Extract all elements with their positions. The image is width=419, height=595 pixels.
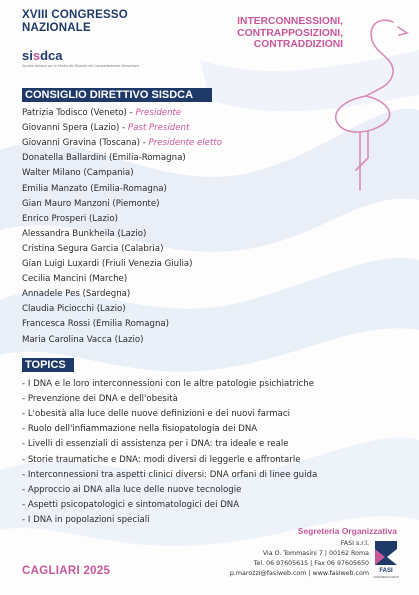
sisdca-logo: [22, 48, 162, 68]
topic-item: - Interconnessioni tra aspetti clinici diversi: DNA orfani di linee guida: [22, 469, 318, 480]
board-member: [22, 244, 163, 254]
congress-theme: INTERCONNESSIONI, CONTRAPPOSIZIONI, CONTRADDIZIONI: [237, 16, 343, 50]
topic-item: - Approccio ai DNA alla luce delle nuove tecnologie: [22, 484, 242, 495]
topic-item: - I DNA in popolazioni speciali: [22, 514, 150, 525]
secretariat-contact: p.marozzi@fasiweb.com | www.fasiweb.com: [229, 570, 369, 577]
board-member-name: Enrico Prosperi (Lazio): [22, 213, 118, 224]
svg-text:CONGRESSI EVENTI: CONGRESSI EVENTI: [373, 576, 399, 579]
board-member-name: Gian Luigi Luxardi (Friuli Venezia Giulia): [22, 259, 193, 269]
board-member-role: Presidente eletto: [148, 138, 222, 149]
board-member-name: Claudia Piciocchi (Lazio): [22, 304, 126, 315]
secretariat-title: Segreteria Organizzativa: [297, 526, 397, 536]
board-member: [22, 168, 134, 178]
board-member-name: Cristina Segura Garcia (Calabria): [22, 243, 164, 254]
board-member-name: Francesca Rossi (Emilia Romagna): [22, 319, 170, 330]
board-member: [22, 289, 130, 299]
board-member: [22, 199, 160, 209]
board-member: [22, 304, 126, 314]
board-member: [22, 319, 169, 329]
board-member: [22, 259, 193, 269]
board-member-name: Cecilia Mancini (Marche): [22, 274, 128, 285]
board-member: [22, 184, 167, 194]
board-member-name: Giovanni Spera (Lazio) -: [22, 123, 128, 134]
topic-item: - I DNA e le loro interconnessioni con le altre patologie psichiatriche: [22, 379, 315, 389]
board-member-role: Presidente: [135, 108, 182, 118]
board-member-name: Gian Mauro Manzoni (Piemonte): [22, 198, 160, 209]
board-member-name: Walter Milano (Campania): [22, 168, 134, 179]
topic-item: - Aspetti psicopatologici e sintomatologici dei DNA: [22, 499, 240, 510]
board-member-name: Donatella Ballardini (Emilia-Romagna): [22, 153, 186, 164]
fasi-logo: [373, 537, 399, 581]
board-member: [22, 123, 189, 133]
logo-caption: Società Italiana per lo Studio dei Disturbi del Comportamento Alimentare: [22, 64, 139, 68]
board-member: [22, 335, 144, 345]
board-member: [22, 214, 118, 224]
board-member-name: Maria Carolina Vacca (Lazio): [22, 334, 144, 345]
board-member-name: Emilia Manzato (Emilia-Romagna): [22, 183, 167, 194]
topic-item: - Storie traumatiche e DNA: modi diversi di leggerle e affrontarle: [22, 454, 301, 465]
congress-title: XVIII CONGRESSO NAZIONALE: [22, 9, 128, 34]
secretariat-address: Via O. Tommasini 7 | 00162 Roma: [262, 550, 369, 557]
board-section-title: CONSIGLIO DIRETTIVO SISDCA: [22, 88, 212, 102]
board-member: [22, 274, 127, 284]
board-member: [22, 153, 186, 163]
topic-item: - Ruolo dell'infiammazione nella fisiopatologia dei DNA: [22, 424, 258, 435]
board-member-name: Giovanni Gravina (Toscana) -: [22, 138, 149, 149]
board-member-name: Alessandra Bunkheila (Lazio): [22, 228, 147, 239]
board-member-name: Patrizia Todisco (Veneto) -: [22, 108, 136, 118]
svg-text:FASI: FASI: [379, 568, 393, 574]
board-member: [22, 138, 222, 148]
board-member: [22, 108, 181, 118]
secretariat-phone: Tel. 06 97605615 | Fax 06 97605650: [253, 560, 369, 567]
topic-item: - Livelli di essenziali di assistenza per i DNA: tra ideale e reale: [22, 439, 289, 450]
secretariat-company: FASI s.r.l.: [340, 540, 369, 547]
topics-section-title: TOPICS: [22, 358, 74, 372]
topic-item: - L'obesità alla luce delle nuove definizioni e dei nuovi farmaci: [22, 409, 290, 420]
logo-wordmark: sisdca: [22, 48, 63, 63]
board-member-role: Past President: [127, 123, 190, 134]
board-member-name: Annadele Pes (Sardegna): [22, 289, 131, 300]
topic-item: - Prevenzione dei DNA e dell'obesità: [22, 394, 178, 405]
board-member: [22, 229, 146, 239]
congress-city-year: CAGLIARI 2025: [22, 565, 111, 577]
